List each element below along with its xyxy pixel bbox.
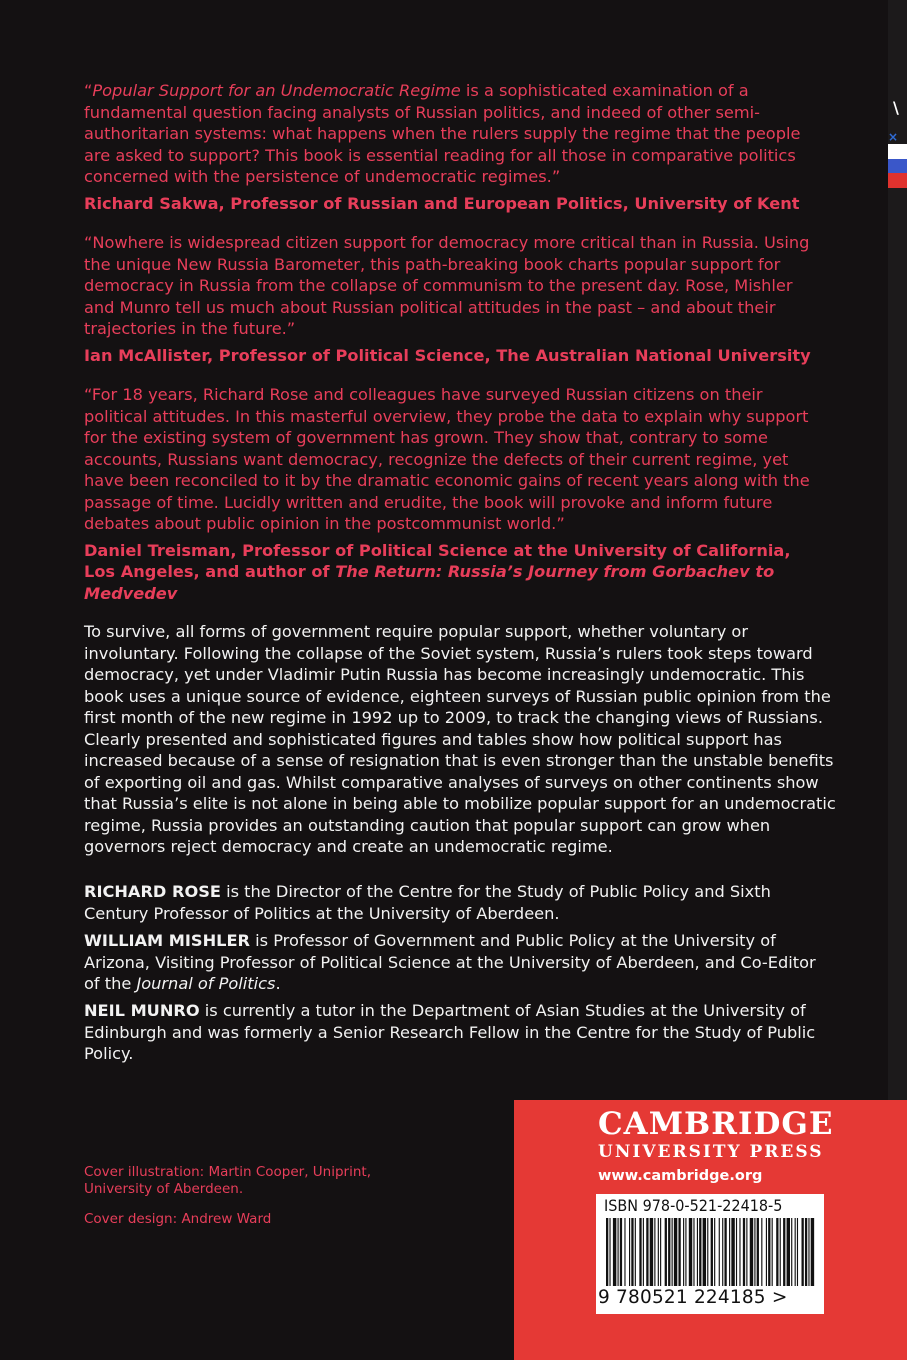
barcode-bar bbox=[811, 1218, 814, 1286]
publisher-name: CAMBRIDGE bbox=[598, 1106, 834, 1142]
barcode-bar bbox=[746, 1218, 747, 1286]
barcode-bar bbox=[711, 1218, 713, 1286]
barcode-bar bbox=[683, 1218, 684, 1286]
barcode-bar bbox=[743, 1218, 745, 1286]
isbn-label: ISBN 978-0-521-22418-5 bbox=[604, 1196, 783, 1215]
barcode-bar bbox=[754, 1218, 755, 1286]
barcode-bar bbox=[776, 1218, 778, 1286]
barcode-bar bbox=[772, 1218, 773, 1286]
barcode-bar bbox=[766, 1218, 767, 1286]
barcode-bar bbox=[805, 1218, 807, 1286]
author-bio-munro: NEIL MUNRO is currently a tutor in the Department of Asian Studies at the University of Edinburgh and was formerly a Senior Research Fellow in the Centre for the Study of Public Policy. bbox=[84, 1001, 816, 1063]
book-description: To survive, all forms of government require popular support, whether voluntary or involuntary. Following the collapse of the Soviet system, Russia’s rulers took steps toward democracy, yet under Vladimir Putin Russia has become increasingly undemocratic. This book uses a unique source of evidence, eighteen surveys of Russian public opinion from the first month of the new regime in 1992 up to 2009, to track the changing views of Russians. Clearly presented and sophisticated figures and tables show how political support has increased because of a sense of resignation that is even stronger than the unstable benefits of exporting oil and gas. Whilst comparative analyses of surveys on other continents show that Russia’s elite is not alone in being able to mobilize popular support for an undemocratic regime, Russia provides an outstanding caution that popular support can grow when governors reject democracy and create an undemocratic regime. bbox=[84, 622, 836, 856]
barcode-bar bbox=[635, 1218, 636, 1286]
barcode-bar bbox=[618, 1218, 619, 1286]
barcode-bar bbox=[757, 1218, 759, 1286]
barcode-bar bbox=[795, 1218, 796, 1286]
barcode-bar bbox=[703, 1218, 706, 1286]
quote-book-title: The Return: Russia’s Journey from Gorbachev to Medvedev bbox=[84, 562, 775, 603]
barcode-bar bbox=[791, 1218, 792, 1286]
quote-text: “Nowhere is widespread citizen support for democracy more critical than in Russia. Using the unique New Russia Barometer, this path-breaking book charts popular support for democracy in Russia from the collapse of communism to the present day. Rose, Mishler and Munro tell us much about Russian political attitudes in the past – and about their trajectories in the future.” bbox=[84, 233, 810, 338]
barcode-bar bbox=[639, 1218, 641, 1286]
author-name: RICHARD ROSE bbox=[84, 882, 221, 901]
publisher-url: www.cambridge.org bbox=[598, 1168, 763, 1184]
barcode-bar bbox=[658, 1218, 659, 1286]
quote-attribution: Daniel Treisman, Professor of Political Science at the University of California, Los Angeles, and author of The Return: Russia’s Journey from Gorbachev to Medvedev bbox=[84, 540, 791, 603]
cover-illustration-credit: Cover illustration: Martin Cooper, Uniprint, University of Aberdeen. bbox=[84, 1164, 371, 1197]
barcode-bar bbox=[722, 1218, 723, 1286]
spine-x-mark: × bbox=[888, 130, 899, 144]
barcode-bar bbox=[699, 1218, 701, 1286]
barcode-bar bbox=[739, 1218, 740, 1286]
barcode-bar bbox=[660, 1218, 661, 1286]
barcode-bar bbox=[606, 1218, 608, 1286]
barcode-bar bbox=[736, 1218, 737, 1286]
author-bio-mishler: WILLIAM MISHLER is Professor of Government and Public Policy at the University of Arizona, Visiting Professor of Political Science at the University of Aberdeen, and Co-Editor of the Journal of Politics. bbox=[84, 931, 816, 993]
barcode-bar bbox=[802, 1218, 804, 1286]
author-bio-rose: RICHARD ROSE is the Director of the Centre for the Study of Public Policy and Sixth Century Professor of Politics at the University of Aberdeen. bbox=[84, 882, 771, 923]
barcode-bar bbox=[768, 1218, 770, 1286]
cover-design-credit: Cover design: Andrew Ward bbox=[84, 1211, 272, 1227]
publisher-press: UNIVERSITY PRESS bbox=[598, 1142, 824, 1162]
review-quote-2 bbox=[84, 232, 824, 366]
barcode-bar bbox=[646, 1218, 648, 1286]
barcode-bar bbox=[693, 1218, 694, 1286]
barcode-bar bbox=[674, 1218, 677, 1286]
barcode-bar bbox=[724, 1218, 726, 1286]
barcode-bar bbox=[707, 1218, 708, 1286]
barcode-bar bbox=[685, 1218, 686, 1286]
barcode-bar bbox=[672, 1218, 673, 1286]
quote-attribution: Ian McAllister, Professor of Political Science, The Australian National University bbox=[84, 345, 811, 365]
barcode-bar bbox=[714, 1218, 715, 1286]
review-quote-3 bbox=[84, 384, 812, 604]
publisher-block bbox=[514, 1100, 907, 1360]
quote-text: “For 18 years, Richard Rose and colleagues have surveyed Russian citizens on their political attitudes. In this masterful overview, they probe the data to explain why support for the existing system of government has grown. They show that, contrary to some accounts, Russians want democracy, recognize the defects of their current regime, yet have been reconciled to it by the dramatic economic gains of recent years along with the passage of time. Lucidly written and erudite, the book will provoke and inform future debates about public opinion in the postcommunist world.” bbox=[84, 385, 810, 533]
barcode-bar bbox=[650, 1218, 653, 1286]
barcode-bar bbox=[668, 1218, 670, 1286]
barcode-bar bbox=[797, 1218, 798, 1286]
barcode-bar bbox=[624, 1218, 625, 1286]
barcode-bar bbox=[731, 1218, 734, 1286]
russian-flag-icon bbox=[888, 144, 907, 188]
barcode-bar bbox=[631, 1218, 633, 1286]
barcode-bar bbox=[678, 1218, 680, 1286]
barcode-bar bbox=[729, 1218, 730, 1286]
barcode-bar bbox=[761, 1218, 762, 1286]
barcode-bar bbox=[654, 1218, 655, 1286]
barcode-bar bbox=[643, 1218, 644, 1286]
spine-mark: \ bbox=[893, 98, 899, 117]
barcode-bar bbox=[609, 1218, 610, 1286]
barcode-bar bbox=[780, 1218, 781, 1286]
quote-text: “Popular Support for an Undemocratic Regime is a sophisticated examination of a fundamental question facing analysts of Russian politics, and indeed of other semi-authoritarian systems: what happens when the rulers supply the regime that the people are asked to support? This book is essential reading for all those in comparative politics concerned with the persistence of undemocratic regimes.” bbox=[84, 81, 801, 186]
quote-book-title: Popular Support for an Undemocratic Regime bbox=[92, 81, 461, 100]
barcode-bar bbox=[697, 1218, 698, 1286]
barcode-bar bbox=[613, 1218, 616, 1286]
quote-attribution: Richard Sakwa, Professor of Russian and European Politics, University of Kent bbox=[84, 193, 800, 213]
barcode-bar bbox=[750, 1218, 753, 1286]
barcode-bar bbox=[689, 1218, 692, 1286]
ean-digits: 9 780521 224185 > bbox=[598, 1287, 788, 1308]
barcode-bar bbox=[787, 1218, 790, 1286]
barcode-bar bbox=[665, 1218, 667, 1286]
barcode-bar bbox=[629, 1218, 630, 1286]
barcode-bars bbox=[604, 1218, 816, 1286]
barcode-bar bbox=[620, 1218, 622, 1286]
barcode bbox=[596, 1194, 824, 1314]
review-quote-1 bbox=[84, 80, 824, 214]
barcode-bar bbox=[783, 1218, 785, 1286]
barcode-bar bbox=[808, 1218, 809, 1286]
author-name: NEIL MUNRO bbox=[84, 1001, 200, 1020]
barcode-bar bbox=[719, 1218, 720, 1286]
author-name: WILLIAM MISHLER bbox=[84, 931, 250, 950]
